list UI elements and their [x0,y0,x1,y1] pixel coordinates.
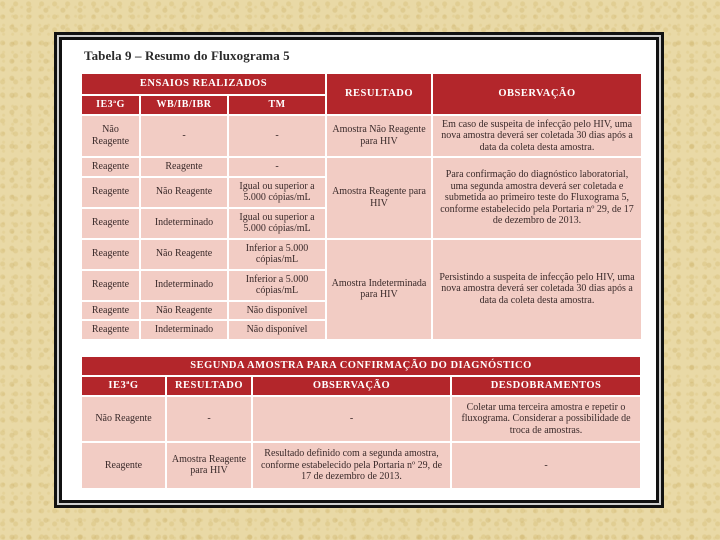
cell-wb: Indeterminado [141,209,227,238]
table-row [82,240,641,269]
cell-tm: - [229,158,325,176]
cell-tm: Inferior a 5.000 cópias/mL [229,240,325,269]
header-ensaios-realizados: ENSAIOS REALIZADOS [82,74,325,94]
table-row [82,158,641,176]
cell-tm: Inferior a 5.000 cópias/mL [229,271,325,300]
cell-observacao: Em caso de suspeita de infecção pelo HIV, uma nova amostra deverá ser coletada 30 dias após a data da coleta desta amostra. [433,116,641,157]
header-ie3g: IE3ªG [82,377,165,395]
cell-wb: Indeterminado [141,321,227,339]
cell-tm: Igual ou superior a 5.000 cópias/mL [229,178,325,207]
header-observacao: OBSERVAÇÃO [253,377,450,395]
header-resultado: RESULTADO [327,74,431,114]
table-row [82,116,641,157]
cell-observacao: Resultado definido com a segunda amostra, conforme estabelecido pela Portaria nº 29, de 17 de dezembro de 2013. [253,443,450,488]
table-row [82,397,640,442]
second-sample-table [80,355,642,490]
slide-frame [54,32,664,508]
header-tm: TM [229,96,325,114]
cell-ie3g: Reagente [82,271,139,300]
cell-ie3g: Não Reagente [82,116,139,157]
header-ie3g: IE3ªG [82,96,139,114]
header-segunda-amostra: SEGUNDA AMOSTRA PARA CONFIRMAÇÃO DO DIAGNÓSTICO [82,357,640,375]
cell-wb: Reagente [141,158,227,176]
summary-table [80,72,643,341]
cell-tm: - [229,116,325,157]
cell-ie3g: Reagente [82,302,139,320]
header-desdobramentos: DESDOBRAMENTOS [452,377,640,395]
document-page [62,40,656,500]
cell-tm: Igual ou superior a 5.000 cópias/mL [229,209,325,238]
cell-ie3g: Reagente [82,178,139,207]
cell-observacao: Para confirmação do diagnóstico laboratorial, uma segunda amostra deverá ser coletada e submetida ao primeiro teste do Fluxograma 5, conforme estabelecido pela Portaria nº 29, de 17 de dezembro de 2013. [433,158,641,238]
cell-wb: Não Reagente [141,240,227,269]
frame-border [57,35,661,505]
header-wb-ib-ibr: WB/IB/IBR [141,96,227,114]
cell-resultado: - [167,397,251,442]
cell-resultado: Amostra Não Reagente para HIV [327,116,431,157]
cell-tm: Não disponível [229,321,325,339]
cell-ie3g: Reagente [82,209,139,238]
cell-observacao: - [253,397,450,442]
cell-ie3g: Reagente [82,158,139,176]
cell-ie3g: Reagente [82,321,139,339]
cell-ie3g: Não Reagente [82,397,165,442]
cell-wb: Não Reagente [141,178,227,207]
cell-wb: - [141,116,227,157]
table-row [82,443,640,488]
cell-tm: Não disponível [229,302,325,320]
cell-resultado: Amostra Reagente para HIV [327,158,431,238]
cell-desdobramentos: - [452,443,640,488]
cell-ie3g: Reagente [82,443,165,488]
cell-ie3g: Reagente [82,240,139,269]
cell-desdobramentos: Coletar uma terceira amostra e repetir o fluxograma. Considerar a possibilidade de troca de amostras. [452,397,640,442]
cell-wb: Indeterminado [141,271,227,300]
cell-wb: Não Reagente [141,302,227,320]
table-caption: Tabela 9 – Resumo do Fluxograma 5 [84,48,290,63]
header-resultado: RESULTADO [167,377,251,395]
cell-resultado: Amostra Indeterminada para HIV [327,240,431,339]
cell-resultado: Amostra Reagente para HIV [167,443,251,488]
cell-observacao: Persistindo a suspeita de infecção pelo HIV, uma nova amostra deverá ser coletada 30 dias após a data da coleta desta amostra. [433,240,641,339]
header-observacao: OBSERVAÇÃO [433,74,641,114]
